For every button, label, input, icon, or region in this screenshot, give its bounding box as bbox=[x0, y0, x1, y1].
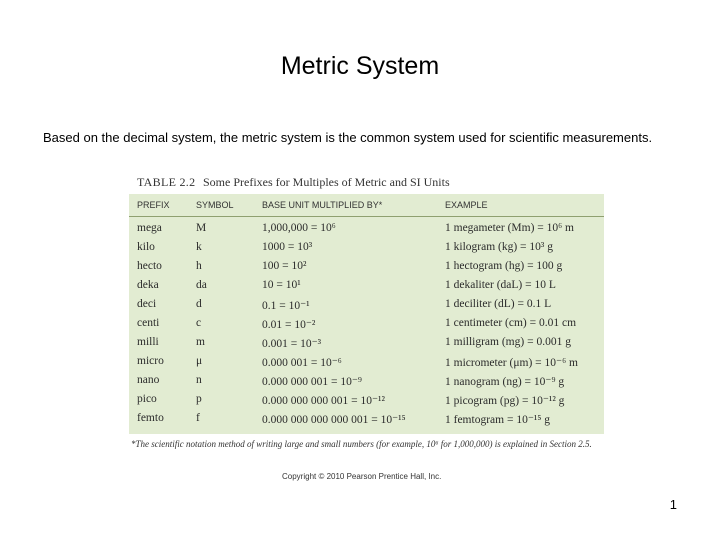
symbol-cell: M bbox=[196, 222, 207, 234]
prefix-cell: centi bbox=[137, 317, 160, 329]
table-row bbox=[129, 296, 604, 315]
symbol-cell: k bbox=[196, 241, 202, 253]
intro-paragraph: Based on the decimal system, the metric system is the common system used for scientific measurements. bbox=[43, 130, 653, 145]
symbol-cell: c bbox=[196, 317, 202, 329]
slide-title: Metric System bbox=[280, 52, 440, 80]
table-row bbox=[129, 410, 604, 429]
prefix-cell: milli bbox=[137, 336, 159, 348]
multiplier-cell: 0.01 = 10⁻² bbox=[262, 319, 316, 331]
table-row bbox=[129, 391, 604, 410]
prefix-cell: hecto bbox=[137, 260, 162, 272]
multiplier-cell: 100 = 10² bbox=[262, 260, 307, 272]
table-row bbox=[129, 239, 604, 258]
multiplier-cell: 1,000,000 = 10⁶ bbox=[262, 222, 336, 234]
column-header-example: EXAMPLE bbox=[445, 200, 488, 210]
column-header-prefix: PREFIX bbox=[137, 200, 170, 210]
symbol-cell: da bbox=[196, 279, 207, 291]
table-body bbox=[129, 194, 604, 434]
table-row bbox=[129, 277, 604, 296]
table-footnote: *The scientific notation method of writing large and small numbers (for example, 10⁶ for 1,000,000) is explained in Section 2.5. bbox=[131, 439, 592, 449]
prefix-cell: kilo bbox=[137, 241, 155, 253]
multiplier-cell: 0.000 000 000 000 001 = 10⁻¹⁵ bbox=[262, 414, 406, 426]
symbol-cell: h bbox=[196, 260, 202, 272]
multiplier-cell: 1000 = 10³ bbox=[262, 241, 313, 253]
table-row bbox=[129, 220, 604, 239]
example-cell: 1 hectogram (hg) = 100 g bbox=[445, 260, 563, 272]
column-header-row bbox=[129, 194, 604, 217]
symbol-cell: d bbox=[196, 298, 202, 310]
symbol-cell: n bbox=[196, 374, 202, 386]
multiplier-cell: 0.000 001 = 10⁻⁶ bbox=[262, 357, 342, 369]
prefix-cell: deka bbox=[137, 279, 159, 291]
example-cell: 1 picogram (pg) = 10⁻¹² g bbox=[445, 395, 565, 407]
example-cell: 1 kilogram (kg) = 10³ g bbox=[445, 241, 553, 253]
example-cell: 1 milligram (mg) = 0.001 g bbox=[445, 336, 571, 348]
prefix-cell: nano bbox=[137, 374, 160, 386]
symbol-cell: p bbox=[196, 393, 202, 405]
table-row bbox=[129, 353, 604, 372]
column-header-multiplier: BASE UNIT MULTIPLIED BY* bbox=[262, 200, 383, 210]
symbol-cell: m bbox=[196, 336, 205, 348]
copyright-notice: Copyright © 2010 Pearson Prentice Hall, Inc. bbox=[282, 472, 442, 481]
example-cell: 1 deciliter (dL) = 0.1 L bbox=[445, 298, 552, 310]
example-cell: 1 micrometer (μm) = 10⁻⁶ m bbox=[445, 357, 578, 369]
prefix-table-figure bbox=[129, 170, 604, 486]
column-header-symbol: SYMBOL bbox=[196, 200, 234, 210]
example-cell: 1 femtogram = 10⁻¹⁵ g bbox=[445, 414, 550, 426]
table-row bbox=[129, 372, 604, 391]
prefix-cell: mega bbox=[137, 222, 162, 234]
prefix-cell: micro bbox=[137, 355, 164, 367]
multiplier-cell: 0.1 = 10⁻¹ bbox=[262, 300, 310, 312]
prefix-cell: pico bbox=[137, 393, 157, 405]
table-number: TABLE 2.2 bbox=[137, 175, 196, 189]
table-row bbox=[129, 258, 604, 277]
multiplier-cell: 0.000 000 000 001 = 10⁻¹² bbox=[262, 395, 385, 407]
prefix-cell: femto bbox=[137, 412, 164, 424]
example-cell: 1 megameter (Mm) = 10⁶ m bbox=[445, 222, 574, 234]
symbol-cell: f bbox=[196, 412, 200, 424]
multiplier-cell: 0.001 = 10⁻³ bbox=[262, 338, 322, 350]
prefix-cell: deci bbox=[137, 298, 157, 310]
multiplier-cell: 10 = 10¹ bbox=[262, 279, 301, 291]
multiplier-cell: 0.000 000 001 = 10⁻⁹ bbox=[262, 376, 362, 388]
symbol-cell: μ bbox=[196, 355, 203, 367]
table-row bbox=[129, 315, 604, 334]
table-heading bbox=[129, 170, 604, 194]
page-number: 1 bbox=[669, 497, 677, 512]
example-cell: 1 dekaliter (daL) = 10 L bbox=[445, 279, 556, 291]
example-cell: 1 nanogram (ng) = 10⁻⁹ g bbox=[445, 376, 565, 388]
example-cell: 1 centimeter (cm) = 0.01 cm bbox=[445, 317, 577, 329]
table-caption: Some Prefixes for Multiples of Metric and SI Units bbox=[203, 175, 450, 189]
table-row bbox=[129, 334, 604, 353]
